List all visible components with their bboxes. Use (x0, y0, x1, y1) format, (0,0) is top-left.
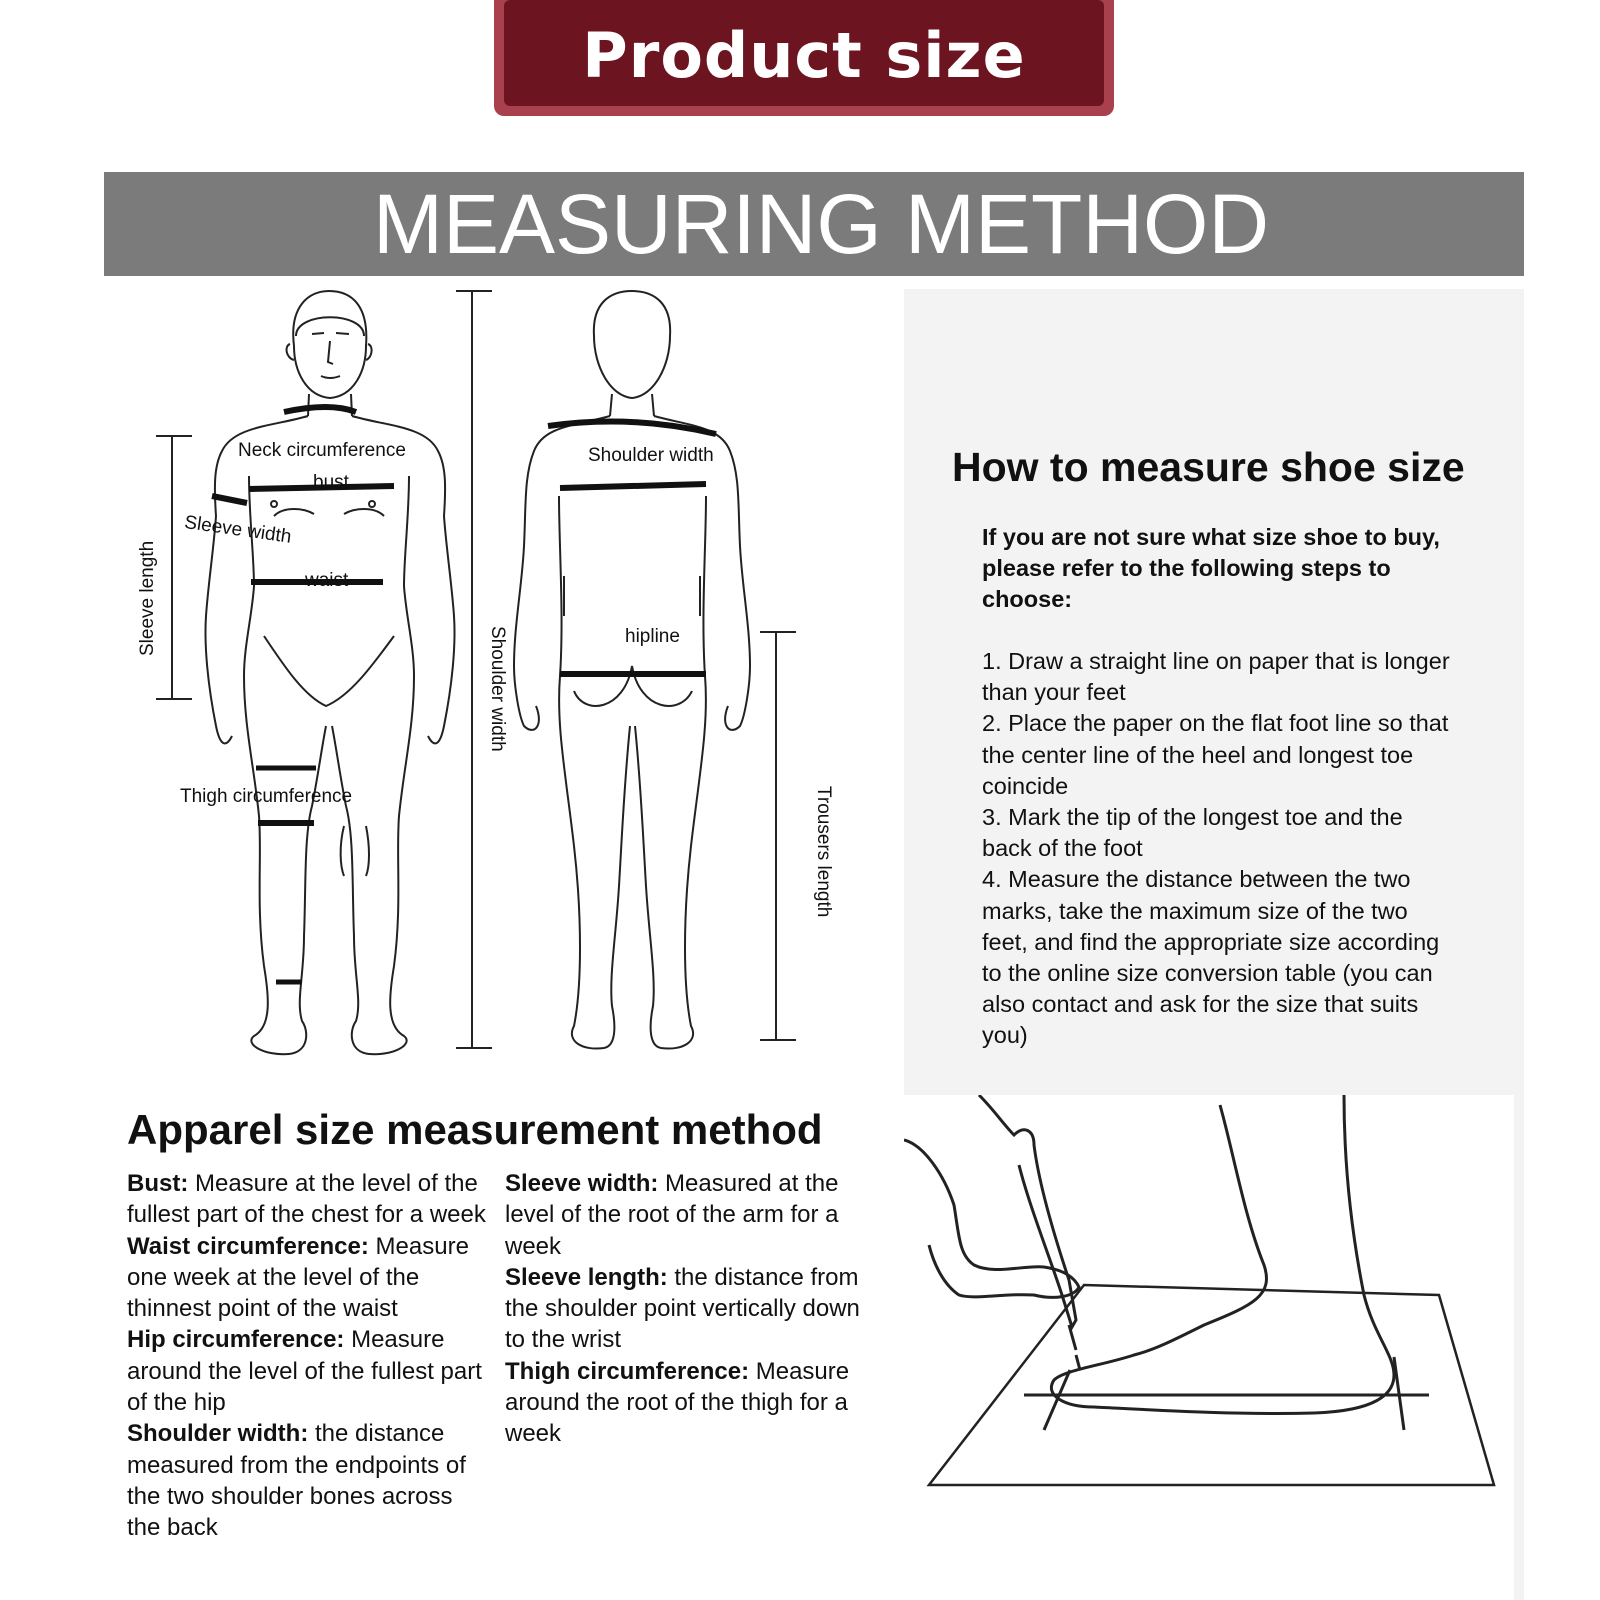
apparel-item-waist: Waist circumference: Measure one week at the level of the thinnest point of the waist (127, 1232, 469, 1323)
apparel-item-shoulder: Shoulder width: the distance measured from the endpoints of the two shoulder bones across the back (127, 1420, 466, 1542)
label-neck-circumference: Neck circumference (238, 440, 406, 461)
label-waist: waist (305, 570, 349, 591)
label-shoulder-width-vertical: Shoulder width (487, 626, 508, 752)
measuring-method-bar (104, 172, 1524, 276)
apparel-item-sleeve-length: Sleeve length: the distance from the shoulder point vertically down to the wrist (505, 1263, 860, 1354)
back-figure (514, 291, 750, 1049)
foot-illustration-area (904, 1095, 1524, 1600)
apparel-item-thigh: Thigh circumference: Measure around the root of the thigh for a week (505, 1357, 850, 1448)
apparel-item-sleeve-width: Sleeve width: Measured at the level of the root of the arm for a week (505, 1170, 839, 1260)
apparel-right-column (505, 1168, 865, 1450)
shoe-step: 1. Draw a straight line on paper that is longer than your feet (982, 648, 1450, 706)
shoe-size-steps (982, 646, 1452, 1052)
label-shoulder-width-back: Shoulder width (588, 445, 714, 466)
label-sleeve-width: Sleeve width (183, 512, 293, 548)
shoe-size-title: How to measure shoe size (952, 444, 1465, 490)
product-size-banner (494, 0, 1114, 116)
front-figure (205, 291, 454, 1054)
label-thigh-circumference: Thigh circumference (180, 786, 353, 807)
label-bust: bust (313, 472, 349, 493)
product-size-banner-inner (504, 0, 1104, 106)
trousers-length-bar (760, 632, 796, 1040)
shoe-step: 3. Mark the tip of the longest toe and the back of the foot (982, 804, 1403, 862)
foot-measure-illustration (904, 1095, 1524, 1600)
body-measurement-figure (104, 286, 884, 1086)
shoe-size-intro: If you are not sure what size shoe to buy, please refer to the following steps to choose: (982, 524, 1440, 612)
shoe-step: 4. Measure the distance between the two marks, take the maximum size of the two feet, and find the appropriate size according to the online size conversion table (you can also contact and ask for the size that suits you) (982, 866, 1440, 1049)
product-size-title: Product size (582, 18, 1026, 92)
apparel-item-bust: Bust: Measure at the level of the fullest part of the chest for a week (127, 1170, 486, 1229)
sleeve-length-bar (156, 436, 192, 699)
label-trousers-length: Trousers length (813, 786, 834, 918)
label-hipline: hipline (625, 626, 680, 647)
shoe-step: 2. Place the paper on the flat foot line so that the center line of the heel and longest toe coincide (982, 710, 1449, 799)
apparel-item-hip: Hip circumference: Measure around the level of the fullest part of the hip (127, 1326, 482, 1417)
label-sleeve-length: Sleeve length (137, 540, 158, 656)
apparel-title: Apparel size measurement method (127, 1106, 823, 1153)
apparel-left-column (127, 1168, 487, 1544)
measuring-method-title: MEASURING METHOD (372, 176, 1270, 271)
